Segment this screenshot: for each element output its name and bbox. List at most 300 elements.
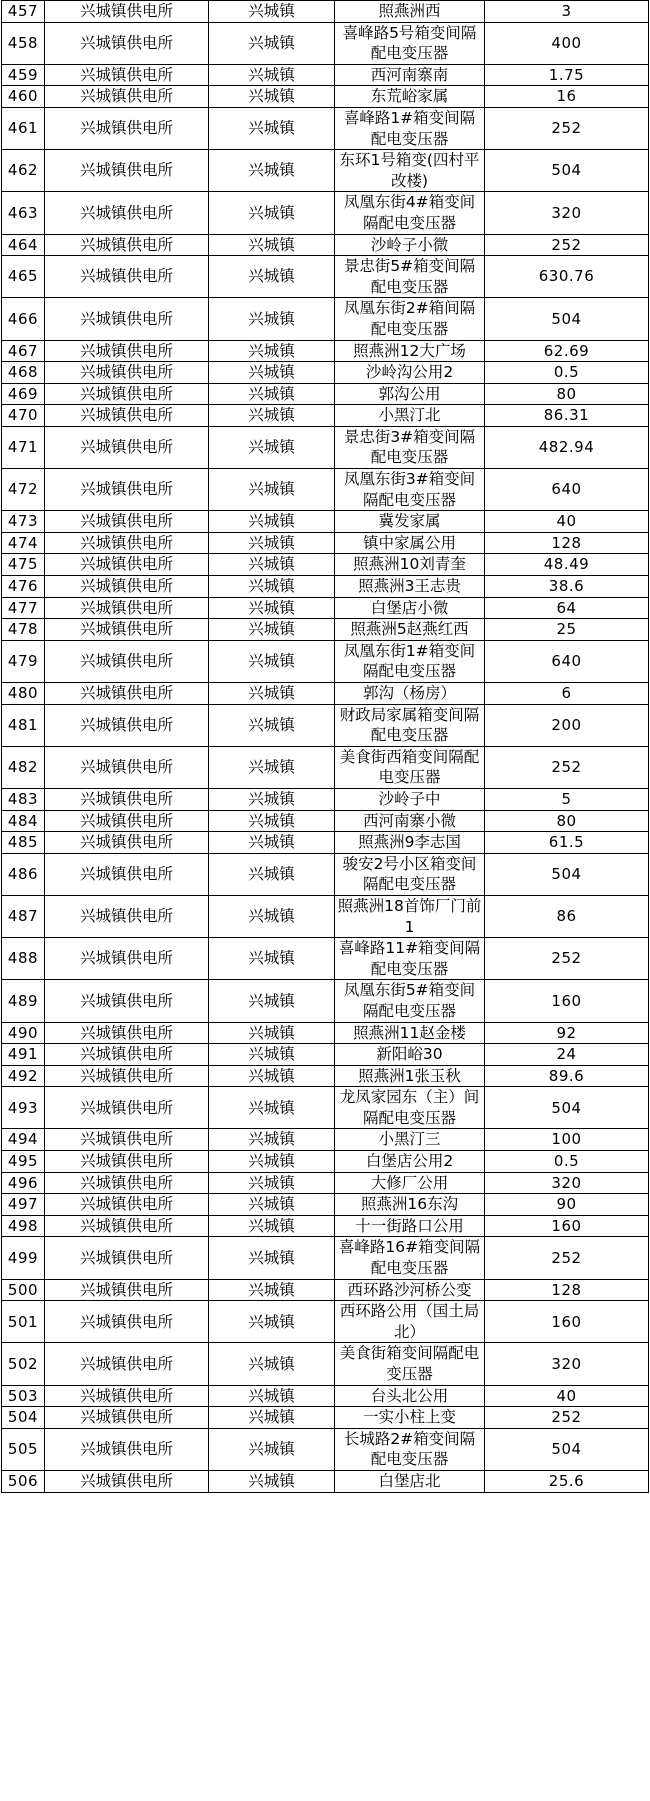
supply-unit-cell: 兴城镇供电所 [45, 1172, 209, 1194]
row-number-cell: 461 [2, 107, 45, 149]
table-row [2, 1065, 649, 1087]
row-number-cell: 490 [2, 1022, 45, 1044]
table-row [2, 22, 649, 64]
capacity-cell: 61.5 [485, 832, 649, 854]
table-row [2, 980, 649, 1022]
supply-unit-cell: 兴城镇供电所 [45, 980, 209, 1022]
row-number-cell: 465 [2, 256, 45, 298]
transformer-name-cell: 凤凰东街3#箱变间隔配电变压器 [335, 469, 485, 511]
transformer-name-cell: 西环路公用（国土局北） [335, 1301, 485, 1343]
transformer-name-cell: 镇中家属公用 [335, 532, 485, 554]
transformer-name-cell: 照燕洲11赵金楼 [335, 1022, 485, 1044]
town-cell: 兴城镇 [209, 554, 335, 576]
capacity-cell: 16 [485, 86, 649, 108]
table-row [2, 298, 649, 340]
capacity-cell: 40 [485, 1385, 649, 1407]
town-cell: 兴城镇 [209, 107, 335, 149]
transformer-name-cell: 台头北公用 [335, 1385, 485, 1407]
row-number-cell: 459 [2, 64, 45, 86]
row-number-cell: 504 [2, 1407, 45, 1429]
supply-unit-cell: 兴城镇供电所 [45, 362, 209, 384]
town-cell: 兴城镇 [209, 1194, 335, 1216]
transformer-name-cell: 一实小柱上变 [335, 1407, 485, 1429]
transformer-name-cell: 小黑汀三 [335, 1129, 485, 1151]
supply-unit-cell: 兴城镇供电所 [45, 853, 209, 895]
town-cell: 兴城镇 [209, 1279, 335, 1301]
row-number-cell: 467 [2, 340, 45, 362]
supply-unit-cell: 兴城镇供电所 [45, 383, 209, 405]
town-cell: 兴城镇 [209, 832, 335, 854]
transformer-name-cell: 喜峰路16#箱变间隔配电变压器 [335, 1237, 485, 1279]
capacity-cell: 100 [485, 1129, 649, 1151]
supply-unit-cell: 兴城镇供电所 [45, 1194, 209, 1216]
transformer-name-cell: 喜峰路11#箱变间隔配电变压器 [335, 938, 485, 980]
transformer-name-cell: 冀发家属 [335, 511, 485, 533]
row-number-cell: 485 [2, 832, 45, 854]
row-number-cell: 498 [2, 1215, 45, 1237]
capacity-cell: 25 [485, 619, 649, 641]
row-number-cell: 486 [2, 853, 45, 895]
row-number-cell: 462 [2, 150, 45, 192]
row-number-cell: 477 [2, 597, 45, 619]
row-number-cell: 470 [2, 405, 45, 427]
table-row [2, 192, 649, 234]
row-number-cell: 484 [2, 810, 45, 832]
row-number-cell: 501 [2, 1301, 45, 1343]
transformer-name-cell: 喜峰路1#箱变间隔配电变压器 [335, 107, 485, 149]
transformer-name-cell: 白堡店公用2 [335, 1151, 485, 1173]
table-row [2, 1194, 649, 1216]
row-number-cell: 481 [2, 704, 45, 746]
town-cell: 兴城镇 [209, 1215, 335, 1237]
supply-unit-cell: 兴城镇供电所 [45, 511, 209, 533]
supply-unit-cell: 兴城镇供电所 [45, 1343, 209, 1385]
town-cell: 兴城镇 [209, 86, 335, 108]
town-cell: 兴城镇 [209, 597, 335, 619]
transformer-list-table [1, 0, 649, 1493]
table-row [2, 683, 649, 705]
capacity-cell: 80 [485, 810, 649, 832]
row-number-cell: 464 [2, 234, 45, 256]
table-row [2, 107, 649, 149]
row-number-cell: 480 [2, 683, 45, 705]
supply-unit-cell: 兴城镇供电所 [45, 64, 209, 86]
transformer-name-cell: 西河南寨小微 [335, 810, 485, 832]
table-row [2, 1407, 649, 1429]
row-number-cell: 460 [2, 86, 45, 108]
table-body [2, 1, 649, 1493]
town-cell: 兴城镇 [209, 1151, 335, 1173]
town-cell: 兴城镇 [209, 895, 335, 937]
row-number-cell: 479 [2, 640, 45, 682]
town-cell: 兴城镇 [209, 1044, 335, 1066]
supply-unit-cell: 兴城镇供电所 [45, 340, 209, 362]
capacity-cell: 320 [485, 1172, 649, 1194]
table-row [2, 86, 649, 108]
supply-unit-cell: 兴城镇供电所 [45, 619, 209, 641]
row-number-cell: 489 [2, 980, 45, 1022]
capacity-cell: 38.6 [485, 576, 649, 598]
transformer-name-cell: 美食街西箱变间隔配电变压器 [335, 746, 485, 788]
supply-unit-cell: 兴城镇供电所 [45, 640, 209, 682]
town-cell: 兴城镇 [209, 298, 335, 340]
transformer-name-cell: 照燕洲9李志国 [335, 832, 485, 854]
row-number-cell: 463 [2, 192, 45, 234]
row-number-cell: 468 [2, 362, 45, 384]
table-row [2, 1279, 649, 1301]
town-cell: 兴城镇 [209, 576, 335, 598]
supply-unit-cell: 兴城镇供电所 [45, 1470, 209, 1492]
capacity-cell: 640 [485, 640, 649, 682]
capacity-cell: 3 [485, 1, 649, 23]
supply-unit-cell: 兴城镇供电所 [45, 107, 209, 149]
town-cell: 兴城镇 [209, 1129, 335, 1151]
table-row [2, 1237, 649, 1279]
supply-unit-cell: 兴城镇供电所 [45, 469, 209, 511]
row-number-cell: 487 [2, 895, 45, 937]
town-cell: 兴城镇 [209, 22, 335, 64]
transformer-name-cell: 白堡店小微 [335, 597, 485, 619]
supply-unit-cell: 兴城镇供电所 [45, 532, 209, 554]
capacity-cell: 90 [485, 1194, 649, 1216]
table-row [2, 511, 649, 533]
supply-unit-cell: 兴城镇供电所 [45, 1087, 209, 1129]
capacity-cell: 80 [485, 383, 649, 405]
table-row [2, 1044, 649, 1066]
row-number-cell: 488 [2, 938, 45, 980]
transformer-name-cell: 白堡店北 [335, 1470, 485, 1492]
transformer-name-cell: 凤凰东街1#箱变间隔配电变压器 [335, 640, 485, 682]
supply-unit-cell: 兴城镇供电所 [45, 704, 209, 746]
table-row [2, 938, 649, 980]
capacity-cell: 630.76 [485, 256, 649, 298]
supply-unit-cell: 兴城镇供电所 [45, 1407, 209, 1429]
supply-unit-cell: 兴城镇供电所 [45, 1237, 209, 1279]
supply-unit-cell: 兴城镇供电所 [45, 746, 209, 788]
table-row [2, 810, 649, 832]
transformer-name-cell: 沙岭子中 [335, 788, 485, 810]
town-cell: 兴城镇 [209, 426, 335, 468]
capacity-cell: 128 [485, 1279, 649, 1301]
table-row [2, 1470, 649, 1492]
town-cell: 兴城镇 [209, 788, 335, 810]
row-number-cell: 494 [2, 1129, 45, 1151]
supply-unit-cell: 兴城镇供电所 [45, 1044, 209, 1066]
town-cell: 兴城镇 [209, 1172, 335, 1194]
town-cell: 兴城镇 [209, 1065, 335, 1087]
transformer-name-cell: 照燕洲西 [335, 1, 485, 23]
table-row [2, 150, 649, 192]
table-row [2, 340, 649, 362]
transformer-name-cell: 骏安2号小区箱变间隔配电变压器 [335, 853, 485, 895]
town-cell: 兴城镇 [209, 1237, 335, 1279]
transformer-list-table-wrapper [1, 0, 648, 1493]
town-cell: 兴城镇 [209, 511, 335, 533]
table-row [2, 1428, 649, 1470]
capacity-cell: 40 [485, 511, 649, 533]
table-row [2, 1343, 649, 1385]
row-number-cell: 495 [2, 1151, 45, 1173]
supply-unit-cell: 兴城镇供电所 [45, 576, 209, 598]
supply-unit-cell: 兴城镇供电所 [45, 938, 209, 980]
transformer-name-cell: 照燕洲12大广场 [335, 340, 485, 362]
table-row [2, 256, 649, 298]
town-cell: 兴城镇 [209, 1428, 335, 1470]
capacity-cell: 1.75 [485, 64, 649, 86]
capacity-cell: 320 [485, 1343, 649, 1385]
table-row [2, 1022, 649, 1044]
transformer-name-cell: 照燕洲3王志贵 [335, 576, 485, 598]
table-row [2, 597, 649, 619]
capacity-cell: 252 [485, 107, 649, 149]
town-cell: 兴城镇 [209, 1301, 335, 1343]
table-row [2, 788, 649, 810]
row-number-cell: 499 [2, 1237, 45, 1279]
transformer-name-cell: 龙凤家园东（主）间隔配电变压器 [335, 1087, 485, 1129]
row-number-cell: 469 [2, 383, 45, 405]
capacity-cell: 5 [485, 788, 649, 810]
supply-unit-cell: 兴城镇供电所 [45, 788, 209, 810]
row-number-cell: 471 [2, 426, 45, 468]
capacity-cell: 200 [485, 704, 649, 746]
supply-unit-cell: 兴城镇供电所 [45, 1151, 209, 1173]
transformer-name-cell: 凤凰东街2#箱间隔配电变压器 [335, 298, 485, 340]
row-number-cell: 491 [2, 1044, 45, 1066]
transformer-name-cell: 东荒峪家属 [335, 86, 485, 108]
town-cell: 兴城镇 [209, 1407, 335, 1429]
supply-unit-cell: 兴城镇供电所 [45, 234, 209, 256]
supply-unit-cell: 兴城镇供电所 [45, 1428, 209, 1470]
supply-unit-cell: 兴城镇供电所 [45, 426, 209, 468]
row-number-cell: 506 [2, 1470, 45, 1492]
table-row [2, 469, 649, 511]
row-number-cell: 492 [2, 1065, 45, 1087]
transformer-name-cell: 西河南寨南 [335, 64, 485, 86]
capacity-cell: 6 [485, 683, 649, 705]
transformer-name-cell: 沙岭沟公用2 [335, 362, 485, 384]
table-row [2, 640, 649, 682]
transformer-name-cell: 凤凰东街5#箱变间隔配电变压器 [335, 980, 485, 1022]
capacity-cell: 252 [485, 234, 649, 256]
table-row [2, 704, 649, 746]
transformer-name-cell: 郭沟（杨房） [335, 683, 485, 705]
capacity-cell: 160 [485, 1301, 649, 1343]
supply-unit-cell: 兴城镇供电所 [45, 1279, 209, 1301]
town-cell: 兴城镇 [209, 150, 335, 192]
transformer-name-cell: 西环路沙河桥公变 [335, 1279, 485, 1301]
capacity-cell: 504 [485, 1087, 649, 1129]
transformer-name-cell: 照燕洲1张玉秋 [335, 1065, 485, 1087]
table-row [2, 1215, 649, 1237]
transformer-name-cell: 凤凰东街4#箱变间隔配电变压器 [335, 192, 485, 234]
capacity-cell: 64 [485, 597, 649, 619]
supply-unit-cell: 兴城镇供电所 [45, 554, 209, 576]
table-row [2, 895, 649, 937]
supply-unit-cell: 兴城镇供电所 [45, 86, 209, 108]
capacity-cell: 25.6 [485, 1470, 649, 1492]
town-cell: 兴城镇 [209, 980, 335, 1022]
transformer-name-cell: 美食街箱变间隔配电变压器 [335, 1343, 485, 1385]
transformer-name-cell: 东环1号箱变(四村平改楼) [335, 150, 485, 192]
transformer-name-cell: 景忠街3#箱变间隔配电变压器 [335, 426, 485, 468]
capacity-cell: 92 [485, 1022, 649, 1044]
town-cell: 兴城镇 [209, 619, 335, 641]
row-number-cell: 466 [2, 298, 45, 340]
table-row [2, 1151, 649, 1173]
transformer-name-cell: 小黑汀北 [335, 405, 485, 427]
table-row [2, 1301, 649, 1343]
row-number-cell: 497 [2, 1194, 45, 1216]
town-cell: 兴城镇 [209, 938, 335, 980]
supply-unit-cell: 兴城镇供电所 [45, 1, 209, 23]
capacity-cell: 320 [485, 192, 649, 234]
capacity-cell: 252 [485, 1407, 649, 1429]
row-number-cell: 476 [2, 576, 45, 598]
capacity-cell: 482.94 [485, 426, 649, 468]
town-cell: 兴城镇 [209, 1022, 335, 1044]
table-row [2, 383, 649, 405]
supply-unit-cell: 兴城镇供电所 [45, 597, 209, 619]
supply-unit-cell: 兴城镇供电所 [45, 192, 209, 234]
supply-unit-cell: 兴城镇供电所 [45, 1215, 209, 1237]
supply-unit-cell: 兴城镇供电所 [45, 832, 209, 854]
town-cell: 兴城镇 [209, 1343, 335, 1385]
row-number-cell: 502 [2, 1343, 45, 1385]
town-cell: 兴城镇 [209, 64, 335, 86]
table-row [2, 832, 649, 854]
capacity-cell: 504 [485, 853, 649, 895]
transformer-name-cell: 长城路2#箱变间隔配电变压器 [335, 1428, 485, 1470]
capacity-cell: 160 [485, 1215, 649, 1237]
town-cell: 兴城镇 [209, 405, 335, 427]
supply-unit-cell: 兴城镇供电所 [45, 895, 209, 937]
table-row [2, 1087, 649, 1129]
row-number-cell: 478 [2, 619, 45, 641]
capacity-cell: 252 [485, 1237, 649, 1279]
supply-unit-cell: 兴城镇供电所 [45, 256, 209, 298]
town-cell: 兴城镇 [209, 362, 335, 384]
transformer-name-cell: 大修厂公用 [335, 1172, 485, 1194]
capacity-cell: 252 [485, 938, 649, 980]
transformer-name-cell: 照燕洲5赵燕红西 [335, 619, 485, 641]
table-row [2, 234, 649, 256]
town-cell: 兴城镇 [209, 746, 335, 788]
town-cell: 兴城镇 [209, 1, 335, 23]
table-row [2, 619, 649, 641]
table-row [2, 1172, 649, 1194]
town-cell: 兴城镇 [209, 1470, 335, 1492]
table-row [2, 1385, 649, 1407]
transformer-name-cell: 十一街路口公用 [335, 1215, 485, 1237]
capacity-cell: 24 [485, 1044, 649, 1066]
row-number-cell: 493 [2, 1087, 45, 1129]
table-row [2, 532, 649, 554]
table-row [2, 64, 649, 86]
table-row [2, 1129, 649, 1151]
capacity-cell: 504 [485, 150, 649, 192]
transformer-name-cell: 沙岭子小微 [335, 234, 485, 256]
town-cell: 兴城镇 [209, 383, 335, 405]
town-cell: 兴城镇 [209, 704, 335, 746]
row-number-cell: 457 [2, 1, 45, 23]
table-row [2, 746, 649, 788]
transformer-name-cell: 财政局家属箱变间隔配电变压器 [335, 704, 485, 746]
table-row [2, 405, 649, 427]
row-number-cell: 503 [2, 1385, 45, 1407]
supply-unit-cell: 兴城镇供电所 [45, 1385, 209, 1407]
town-cell: 兴城镇 [209, 853, 335, 895]
town-cell: 兴城镇 [209, 1087, 335, 1129]
capacity-cell: 252 [485, 746, 649, 788]
town-cell: 兴城镇 [209, 640, 335, 682]
capacity-cell: 504 [485, 1428, 649, 1470]
row-number-cell: 458 [2, 22, 45, 64]
row-number-cell: 472 [2, 469, 45, 511]
capacity-cell: 48.49 [485, 554, 649, 576]
supply-unit-cell: 兴城镇供电所 [45, 298, 209, 340]
row-number-cell: 505 [2, 1428, 45, 1470]
transformer-name-cell: 照燕洲10刘青奎 [335, 554, 485, 576]
row-number-cell: 474 [2, 532, 45, 554]
town-cell: 兴城镇 [209, 810, 335, 832]
capacity-cell: 86 [485, 895, 649, 937]
capacity-cell: 0.5 [485, 362, 649, 384]
table-row [2, 362, 649, 384]
town-cell: 兴城镇 [209, 1385, 335, 1407]
capacity-cell: 0.5 [485, 1151, 649, 1173]
transformer-name-cell: 景忠街5#箱变间隔配电变压器 [335, 256, 485, 298]
town-cell: 兴城镇 [209, 192, 335, 234]
town-cell: 兴城镇 [209, 532, 335, 554]
row-number-cell: 473 [2, 511, 45, 533]
capacity-cell: 160 [485, 980, 649, 1022]
row-number-cell: 500 [2, 1279, 45, 1301]
supply-unit-cell: 兴城镇供电所 [45, 1065, 209, 1087]
transformer-name-cell: 喜峰路5号箱变间隔配电变压器 [335, 22, 485, 64]
table-row [2, 1, 649, 23]
capacity-cell: 504 [485, 298, 649, 340]
row-number-cell: 496 [2, 1172, 45, 1194]
supply-unit-cell: 兴城镇供电所 [45, 22, 209, 64]
supply-unit-cell: 兴城镇供电所 [45, 1301, 209, 1343]
capacity-cell: 89.6 [485, 1065, 649, 1087]
supply-unit-cell: 兴城镇供电所 [45, 405, 209, 427]
table-row [2, 426, 649, 468]
table-row [2, 554, 649, 576]
row-number-cell: 475 [2, 554, 45, 576]
table-row [2, 853, 649, 895]
town-cell: 兴城镇 [209, 683, 335, 705]
town-cell: 兴城镇 [209, 340, 335, 362]
transformer-name-cell: 照燕洲18首饰厂门前1 [335, 895, 485, 937]
transformer-name-cell: 照燕洲16东沟 [335, 1194, 485, 1216]
town-cell: 兴城镇 [209, 469, 335, 511]
supply-unit-cell: 兴城镇供电所 [45, 1129, 209, 1151]
transformer-name-cell: 新阳峪30 [335, 1044, 485, 1066]
supply-unit-cell: 兴城镇供电所 [45, 810, 209, 832]
capacity-cell: 62.69 [485, 340, 649, 362]
capacity-cell: 640 [485, 469, 649, 511]
capacity-cell: 400 [485, 22, 649, 64]
capacity-cell: 86.31 [485, 405, 649, 427]
supply-unit-cell: 兴城镇供电所 [45, 150, 209, 192]
table-row [2, 576, 649, 598]
row-number-cell: 483 [2, 788, 45, 810]
supply-unit-cell: 兴城镇供电所 [45, 683, 209, 705]
transformer-name-cell: 郭沟公用 [335, 383, 485, 405]
row-number-cell: 482 [2, 746, 45, 788]
town-cell: 兴城镇 [209, 234, 335, 256]
